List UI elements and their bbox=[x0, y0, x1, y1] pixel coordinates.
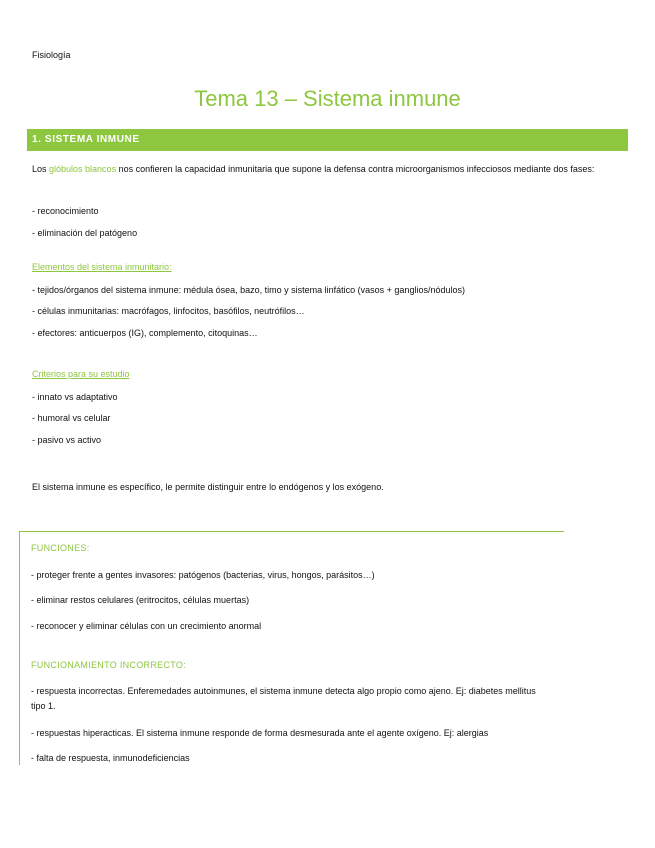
malfunction-item: - falta de respuesta, inmunodeficiencias bbox=[31, 753, 190, 763]
section-heading-bar: 1. SISTEMA INMUNE bbox=[27, 129, 628, 151]
criteria-item: - pasivo vs activo bbox=[32, 435, 102, 445]
elements-heading: Elementos del sistema inmunitario: bbox=[32, 262, 172, 272]
intro-paragraph bbox=[32, 162, 617, 177]
specific-paragraph: El sistema inmune es específico, le permite distinguir entre lo endógenos y los exógeno. bbox=[32, 482, 384, 492]
malfunction-heading: FUNCIONAMIENTO INCORRECTO: bbox=[31, 660, 186, 670]
criteria-item: - innato vs adaptativo bbox=[32, 392, 118, 402]
header-subject: Fisiología bbox=[32, 50, 71, 60]
phase-item: - eliminación del patógeno bbox=[32, 228, 138, 238]
functions-heading: FUNCIONES: bbox=[31, 543, 90, 553]
element-item: - efectores: anticuerpos (IG), complemento, citoquinas… bbox=[32, 328, 258, 338]
criteria-heading: Criterios para su estudio bbox=[32, 369, 130, 379]
criteria-item: - humoral vs celular bbox=[32, 413, 111, 423]
malfunction-item: - respuestas hiperacticas. El sistema inmune responde de forma desmesurada ante el agente oxígeno. Ej: alergias bbox=[31, 728, 489, 738]
page-title: Tema 13 – Sistema inmune bbox=[194, 86, 461, 111]
element-item: - células inmunitarias: macrófagos, linfocitos, basófilos, neutrófilos… bbox=[32, 306, 305, 316]
function-item: - reconocer y eliminar células con un crecimiento anormal bbox=[31, 621, 262, 631]
box-border-left bbox=[19, 531, 20, 765]
phase-item: - reconocimiento bbox=[32, 206, 99, 216]
malfunction-item: - respuesta incorrectas. Enferemedades autoinmunes, el sistema inmune detecta algo propio como ajeno. Ej: diabetes mellitus tipo 1. bbox=[31, 686, 536, 711]
function-item: - proteger frente a gentes invasores: patógenos (bacterias, virus, hongos, parásitos…) bbox=[31, 570, 375, 580]
element-item: - tejidos/órganos del sistema inmune: médula ósea, bazo, timo y sistema linfático (vasos + ganglios/nódulos) bbox=[32, 285, 465, 295]
intro-highlight: glóbulos blancos bbox=[49, 164, 117, 174]
intro-post: nos confieren la capacidad inmunitaria que supone la defensa contra microorganismos infecciosos mediante dos fases: bbox=[116, 164, 595, 174]
intro-pre: Los bbox=[32, 164, 50, 174]
function-item: - eliminar restos celulares (eritrocitos, células muertas) bbox=[31, 595, 250, 605]
box-border-top bbox=[19, 531, 564, 532]
